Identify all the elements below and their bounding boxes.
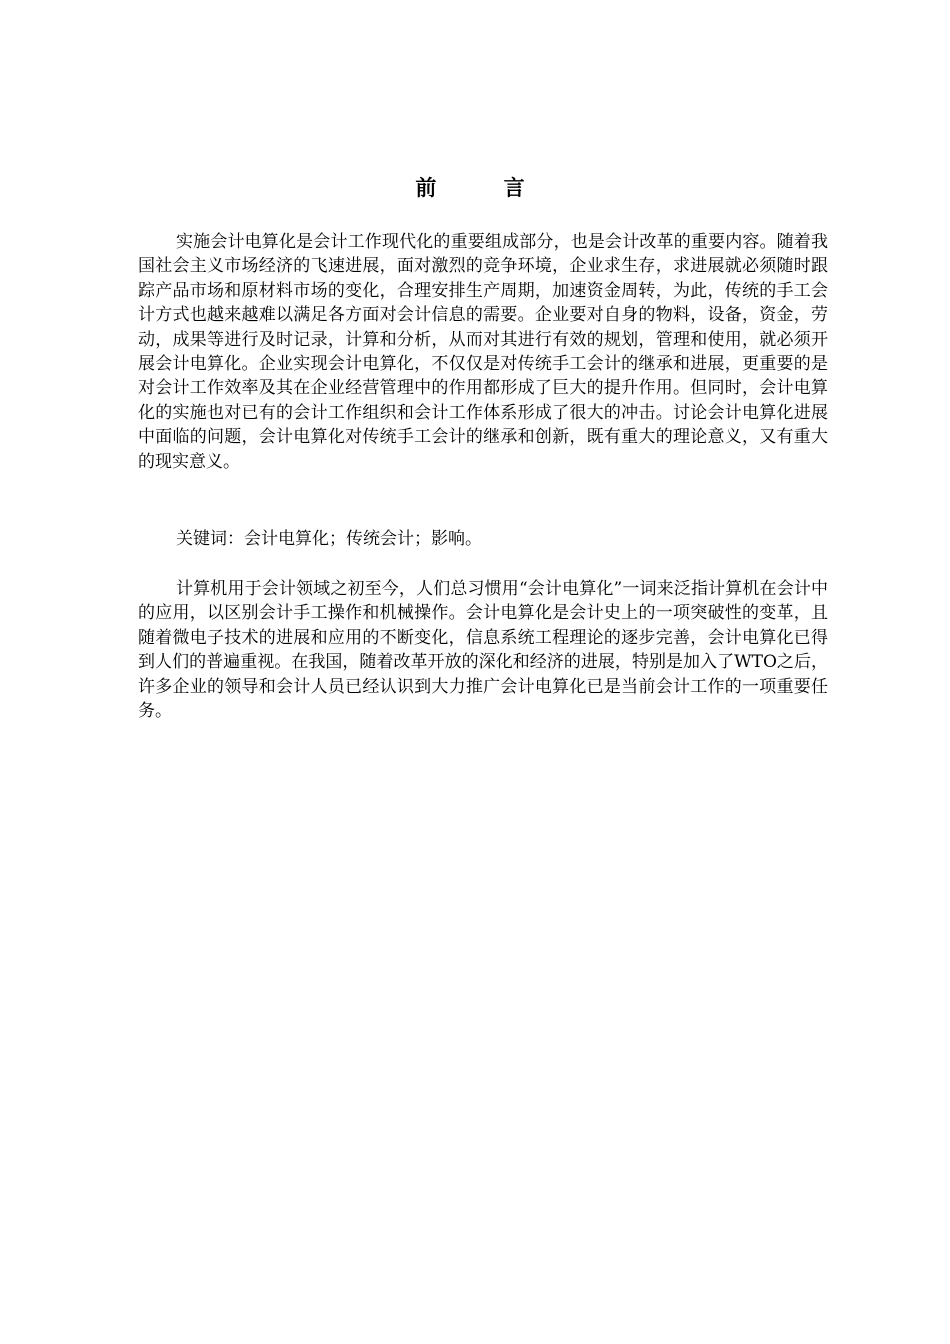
keywords-line: 关键词：会计电算化；传统会计；影响。 (176, 529, 482, 549)
page-title: 前 言 (415, 176, 555, 200)
body-paragraph: 计算机用于会计领域之初至今，人们总习惯用“会计电算化”一词来泛指计算机在会计中的应用，以区别会计手工操作和机械操作。会计电算化是会计史上的一项突破性的变革，且随着微电子技术的进展和应用的不断变化，信息系统工程理论的逐步完善，会计电算化已得到人们的普遍重视。在我国，随着改革开放的深化和经济的进展，特别是加入了WTO之后，许多企业的领导和会计人员已经认识到大力推广会计电算化已是当前会计工作的一项重要任务。 (138, 579, 828, 722)
intro-paragraph: 实施会计电算化是会计工作现代化的重要组成部分，也是会计改革的重要内容。随着我国社会主义市场经济的飞速进展，面对激烈的竞争环境，企业求生存，求进展就必须随时跟踪产品市场和原材料市场的变化，合理安排生产周期，加速资金周转，为此，传统的手工会计方式也越来越难以满足各方面对会计信息的需要。企业要对自身的物料，设备，资金，劳动，成果等进行及时记录，计算和分析，从而对其进行有效的规划，管理和使用，就必须开展会计电算化。企业实现会计电算化，不仅仅是对传统手工会计的继承和进展，更重要的是对会计工作效率及其在企业经营管理中的作用都形成了巨大的提升作用。但同时，会计电算化的实施也对已有的会计工作组织和会计工作体系形成了很大的冲击。讨论会计电算化进展中面临的问题，会计电算化对传统手工会计的继承和创新，既有重大的理论意义，又有重大的现实意义。 (138, 232, 828, 472)
